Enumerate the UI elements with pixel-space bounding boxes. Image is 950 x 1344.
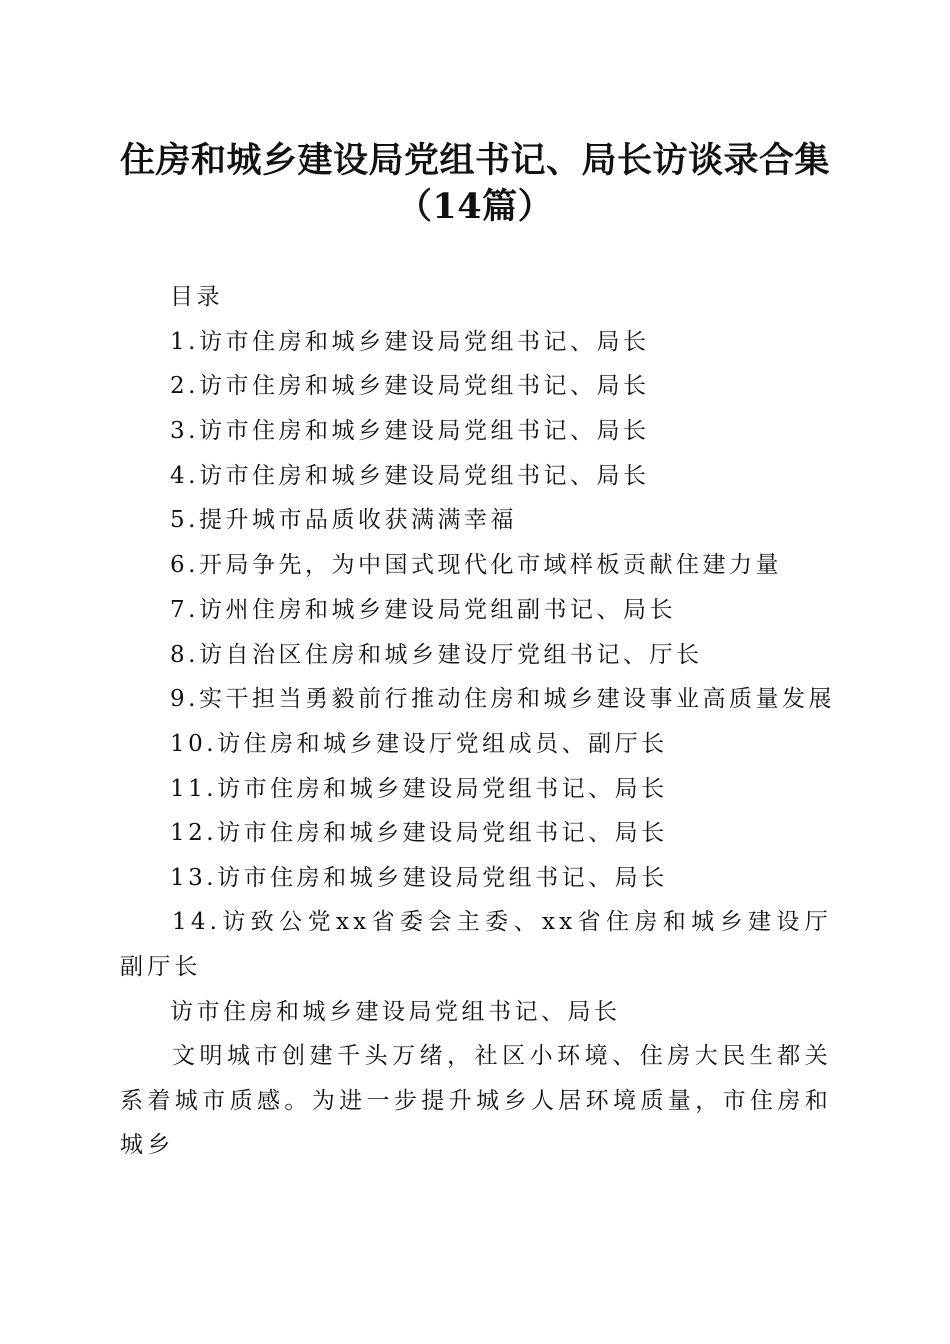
toc-item: 11.访市住房和城乡建设局党组书记、局长 <box>170 776 668 802</box>
article-paragraph: 文明城市创建千头万绪，社区小环境、住房大民生都关系着城市质感。为进一步提升城乡人居环境质量，市住房和城乡 <box>120 1043 832 1159</box>
toc-item: 1.访市住房和城乡建设局党组书记、局长 <box>170 329 650 355</box>
toc-item: 10.访住房和城乡建设厅党组成员、副厅长 <box>170 731 668 757</box>
toc-item: 12.访市住房和城乡建设局党组书记、局长 <box>170 820 668 846</box>
toc-item: 6.开局争先，为中国式现代化市域样板贡献住建力量 <box>170 552 782 578</box>
article-heading: 访市住房和城乡建设局党组书记、局长 <box>170 999 621 1025</box>
toc-item: 5.提升城市品质收获满满幸福 <box>170 507 517 533</box>
toc-item: 4.访市住房和城乡建设局党组书记、局长 <box>170 463 650 489</box>
toc-item: 13.访市住房和城乡建设局党组书记、局长 <box>170 865 668 891</box>
toc-item: 7.访州住房和城乡建设局党组副书记、局长 <box>170 597 676 623</box>
toc-item: 3.访市住房和城乡建设局党组书记、局长 <box>170 418 650 444</box>
toc-item: 2.访市住房和城乡建设局党组书记、局长 <box>170 373 650 399</box>
toc-item: 9.实干担当勇毅前行推动住房和城乡建设事业高质量发展 <box>170 686 835 712</box>
document-subtitle-count: （14篇） <box>396 186 554 227</box>
document-title: 住房和城乡建设局党组书记、局长访谈录合集 <box>119 140 830 181</box>
toc-item-wrapped: 14.访致公党xx省委会主委、xx省住房和城乡建设厅副厅长 <box>120 909 832 980</box>
toc-heading: 目录 <box>170 284 223 310</box>
toc-item: 8.访自治区住房和城乡建设厅党组书记、厅长 <box>170 642 703 668</box>
